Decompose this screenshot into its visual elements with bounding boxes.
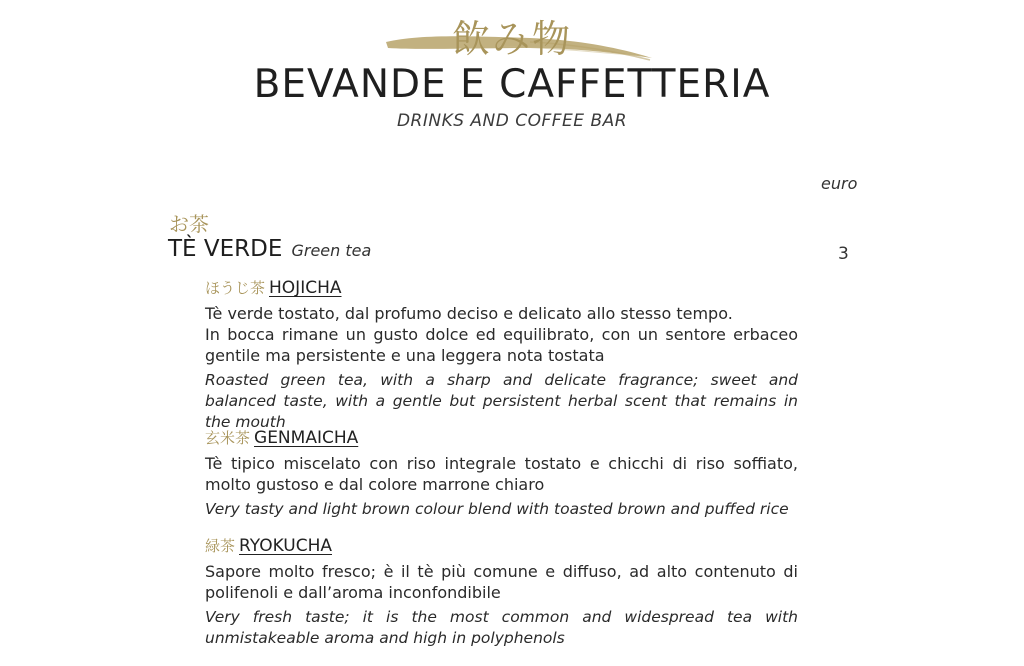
menu-item-description-it	[205, 303, 798, 366]
menu-item	[205, 427, 798, 520]
section-kanji: お茶	[169, 212, 209, 236]
page-title: BEVANDE E CAFFETTERIA	[253, 62, 771, 107]
menu-item-head	[205, 535, 798, 559]
menu-item-head	[205, 277, 798, 301]
description-line: Sapore molto fresco; è il tè più comune e diffuso, ad alto contenuto di polifenoli e dall’aroma inconfondibile	[205, 562, 798, 602]
section-name-en: Green tea	[291, 241, 372, 260]
menu-item	[205, 535, 798, 649]
menu-item-kanji: 玄米茶	[205, 429, 251, 447]
menu-item-name: GENMAICHA	[254, 428, 359, 448]
currency-label: euro	[821, 174, 858, 193]
menu-item-description-en: Roasted green tea, with a sharp and delicate fragrance; sweet and balanced taste, with a gentle but persistent herbal scent that remains in the mouth	[205, 371, 798, 431]
menu-item-name: RYOKUCHA	[239, 536, 332, 556]
description-line: Tè tipico miscelato con riso integrale tostato e chicchi di riso soffiato, molto gustoso e dal colore marrone chiaro	[205, 454, 798, 494]
menu-item-kanji: ほうじ茶	[205, 279, 266, 297]
menu-item-description-en: Very fresh taste; it is the most common and widespread tea with unmistakeable aroma and high in polyphenols	[205, 608, 798, 647]
section-name: TÈ VERDE	[168, 236, 283, 262]
menu-item-head	[205, 427, 798, 451]
menu-item-kanji: 緑茶	[205, 537, 236, 555]
menu-item-name: HOJICHA	[269, 278, 342, 298]
menu-item-description-it	[205, 453, 798, 495]
menu-header	[0, 0, 1024, 140]
kanji-title: 飲み物	[451, 17, 572, 61]
section-heading	[168, 236, 371, 262]
menu-item-description-en: Very tasty and light brown colour blend with toasted brown and puffed rice	[205, 500, 789, 518]
page-subtitle: DRINKS AND COFFEE BAR	[396, 111, 628, 131]
menu-item-description-it	[205, 561, 798, 603]
section-price: 3	[838, 244, 849, 264]
description-line: In bocca rimane un gusto dolce ed equilibrato, con un sentore erbaceo gentile ma persistente e una leggera nota tostata	[205, 325, 798, 365]
description-line: Tè verde tostato, dal profumo deciso e delicato allo stesso tempo.	[205, 304, 733, 323]
menu-item	[205, 277, 798, 433]
